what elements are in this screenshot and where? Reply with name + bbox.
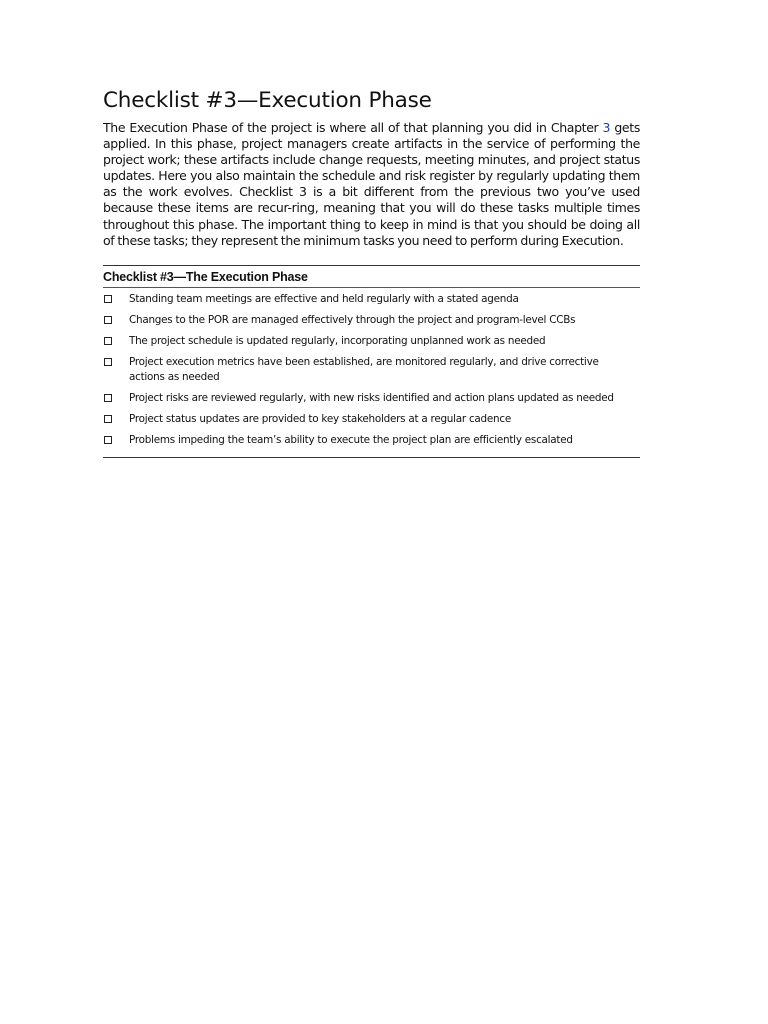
checklist-item-text: Changes to the POR are managed effectively through the project and program-level CCBs: [129, 313, 576, 326]
chapter-link[interactable]: 3: [602, 120, 611, 135]
checklist-item-text: Project execution metrics have been established, are monitored regularly, and drive corrective actions as needed: [129, 355, 599, 383]
intro-text-start: The Execution Phase of the project is where all of that planning you did in Chapter: [103, 120, 603, 135]
checklist-item: [103, 313, 640, 328]
checklist-items: [103, 288, 640, 457]
checklist-item-text: Project status updates are provided to key stakeholders at a regular cadence: [129, 412, 511, 425]
checkbox-icon[interactable]: [104, 316, 112, 324]
checklist-item-text: The project schedule is updated regularly, incorporating unplanned work as needed: [129, 334, 546, 347]
checklist-item-text: Problems impeding the team’s ability to execute the project plan are efficiently escalated: [129, 433, 573, 446]
checkbox-icon[interactable]: [104, 358, 112, 366]
intro-paragraph: [103, 120, 640, 249]
checkbox-icon[interactable]: [104, 436, 112, 444]
section-title: Checklist #3—Execution Phase: [103, 88, 432, 113]
checklist-item: [103, 391, 640, 406]
checkbox-icon[interactable]: [104, 295, 112, 303]
intro-text-end: gets applied. In this phase, project managers create artifacts in the service of performing the project work; these artifacts include change requests, meeting minutes, and project status updates. Here you also maintain the schedule and risk register by regularly updating them as the work evolves. Checklist 3 is a bit different from the previous two you’ve used because these items are recur-ring, meaning that you will do these tasks multiple times throughout this phase. The important thing to keep in mind is that you should be doing all of these tasks; they represent the minimum tasks you need to perform during Execution.: [103, 120, 640, 248]
checklist-item: [103, 292, 640, 307]
checkbox-icon[interactable]: [104, 337, 112, 345]
checklist-item: [103, 334, 640, 349]
document-page: [103, 86, 640, 458]
checkbox-icon[interactable]: [104, 394, 112, 402]
checklist-item-text: Project risks are reviewed regularly, with new risks identified and action plans updated as needed: [129, 391, 614, 404]
checkbox-icon[interactable]: [104, 415, 112, 423]
checklist-item: [103, 355, 640, 385]
checklist-item: [103, 412, 640, 427]
checklist-title: Checklist #3—The Execution Phase: [103, 266, 640, 288]
checklist-item: [103, 433, 640, 448]
checklist-box: [103, 265, 640, 458]
checklist-item-text: Standing team meetings are effective and held regularly with a stated agenda: [129, 292, 519, 305]
